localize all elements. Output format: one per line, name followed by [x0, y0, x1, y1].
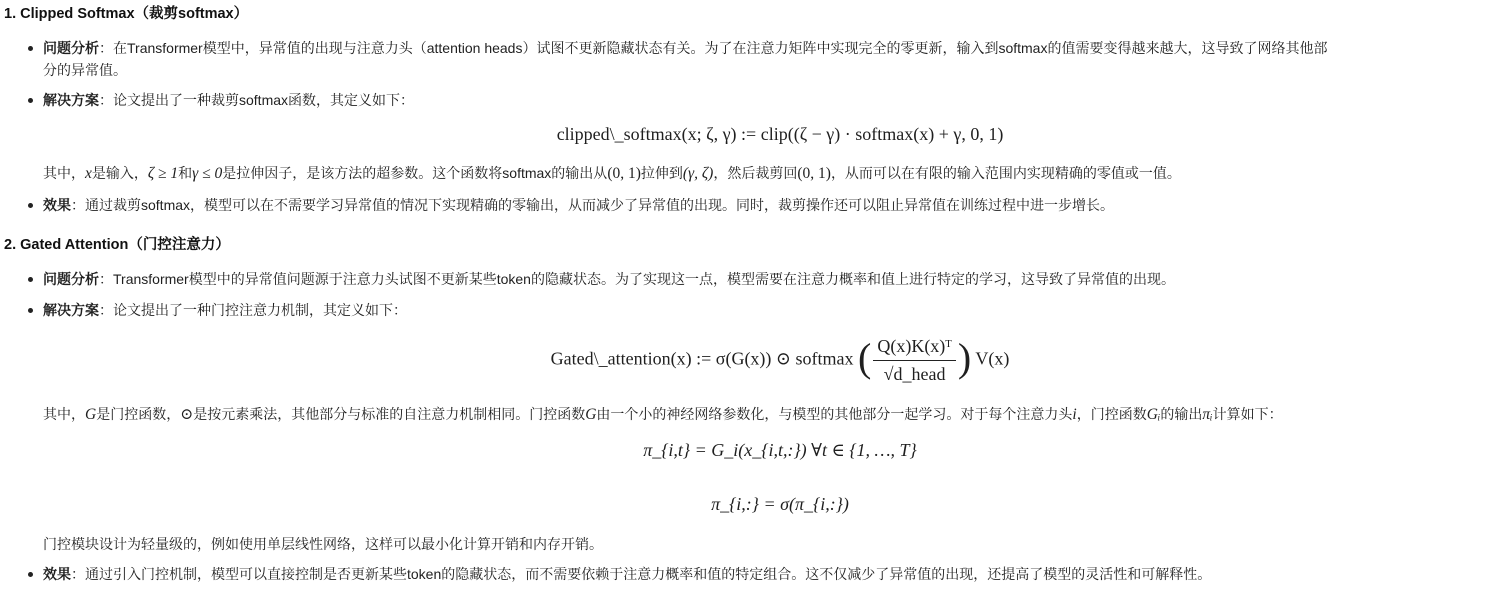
formula-text: clipped\_softmax(x; ζ, γ) := clip((ζ − γ) · softmax(x) + γ, 0, 1) — [556, 124, 1004, 144]
solution-label: 解决方案 — [43, 302, 99, 318]
list-item-problem-1 — [43, 37, 1507, 81]
text: 其中， — [43, 406, 85, 422]
formula-pi-it — [0, 440, 1511, 461]
text: 是门控函数， — [96, 406, 181, 422]
paragraph-where-1 — [43, 162, 1507, 185]
problem-label: 问题分析 — [43, 40, 99, 56]
math-x: x — [85, 165, 92, 182]
math-G: G — [85, 406, 97, 423]
text: ，从而可以在有限的输入范围内实现精确的零值或一值。 — [830, 165, 1181, 181]
text: 计算如下： — [1212, 406, 1283, 422]
math-i: i — [1072, 406, 1077, 423]
formula-clipped-softmax — [0, 124, 1511, 145]
list-item-problem-2 — [43, 268, 1507, 290]
section-heading-gated-attention: 2. Gated Attention（门控注意力） — [4, 237, 230, 253]
formula-pi-sigma — [0, 494, 1511, 515]
fraction-numerator: Q(x)K(x)ᵀ — [873, 336, 956, 361]
effect-text: ：通过裁剪softmax，模型可以在不需要学习异常值的情况下实现精确的零输出，从而减少了异常值的出现。同时，裁剪操作还可以阻止异常值在训练过程中进一步增长。 — [71, 197, 1115, 213]
list-item-effect-2 — [43, 563, 1507, 585]
math-odot: ⊙ — [180, 406, 194, 423]
text: 的输出 — [1160, 406, 1203, 422]
text: 拉伸到 — [640, 165, 683, 181]
list-item-effect-1 — [43, 194, 1507, 216]
problem-label: 问题分析 — [43, 271, 99, 287]
math-Gi: Gᵢ — [1146, 406, 1161, 423]
paren-right: ) — [957, 334, 972, 380]
math-range: (0, 1) — [607, 165, 641, 182]
math-G: G — [585, 406, 597, 423]
problem-text: ：在Transformer模型中，异常值的出现与注意力头（attention heads）试图不更新隐藏状态有关。为了在注意力矩阵中实现完全的零更新，输入到softmax的值需要变得越来越大，这导致了网络其他部 — [99, 40, 1328, 56]
text: 是拉伸因子，是该方法的超参数。这个函数将softmax的输出从 — [222, 165, 608, 181]
solution-label: 解决方案 — [43, 92, 99, 108]
problem-text-cont: 分的异常值。 — [43, 62, 127, 78]
fraction — [873, 336, 956, 385]
effect-label: 效果 — [43, 566, 71, 582]
problem-text: ：Transformer模型中的异常值问题源于注意力头试图不更新某些token的隐藏状态。为了实现这一点，模型需要在注意力概率和值上进行特定的学习，这导致了异常值的出现。 — [99, 271, 1175, 287]
formula-right: V(x) — [975, 348, 1010, 369]
formula-text: π_{i,:} = σ(π_{i,:}) — [711, 494, 849, 514]
math-zeta: ζ ≥ 1 — [147, 165, 179, 182]
formula-gated-attention — [0, 336, 1511, 385]
paren-left: ( — [858, 334, 872, 380]
list-item-solution-2 — [43, 299, 1507, 321]
math-range: (γ, ζ) — [682, 165, 714, 182]
section-heading-clipped-softmax: 1. Clipped Softmax（裁剪softmax） — [4, 6, 249, 22]
math-gamma: γ ≤ 0 — [192, 165, 223, 182]
text: 其中， — [43, 165, 85, 181]
effect-label: 效果 — [43, 197, 71, 213]
fraction-denominator: √d_head — [883, 364, 946, 384]
effect-text: ：通过引入门控机制，模型可以直接控制是否更新某些token的隐藏状态，而不需要依赖于注意力概率和值的特定组合。这不仅减少了异常值的出现，还提高了模型的灵活性和可解释性。 — [71, 566, 1212, 582]
list-item-solution-1 — [43, 89, 1507, 111]
solution-text: ：论文提出了一种门控注意力机制，其定义如下： — [99, 302, 407, 318]
text: 是输入， — [91, 165, 148, 181]
text: ，然后裁剪回 — [713, 165, 798, 181]
text: ，门控函数 — [1076, 406, 1147, 422]
solution-text: ：论文提出了一种裁剪softmax函数，其定义如下： — [99, 92, 415, 108]
text: 和 — [178, 165, 193, 181]
math-range: (0, 1) — [797, 165, 831, 182]
formula-left: Gated\_attention(x) := σ(G(x)) ⊙ softmax — [550, 348, 854, 369]
formula-text: π_{i,t} = G_i(x_{i,t,:}) ∀t ∈ {1, …, T} — [643, 440, 917, 460]
paragraph-where-2 — [43, 403, 1507, 426]
math-pi: πᵢ — [1202, 406, 1213, 423]
paragraph-note: 门控模块设计为轻量级的，例如使用单层线性网络，这样可以最小化计算开销和内存开销。 — [43, 536, 603, 552]
text: 由一个小的神经网络参数化，与模型的其他部分一起学习。对于每个注意力头 — [596, 406, 1073, 422]
text: 是按元素乘法，其他部分与标准的自注意力机制相同。门控函数 — [193, 406, 586, 422]
